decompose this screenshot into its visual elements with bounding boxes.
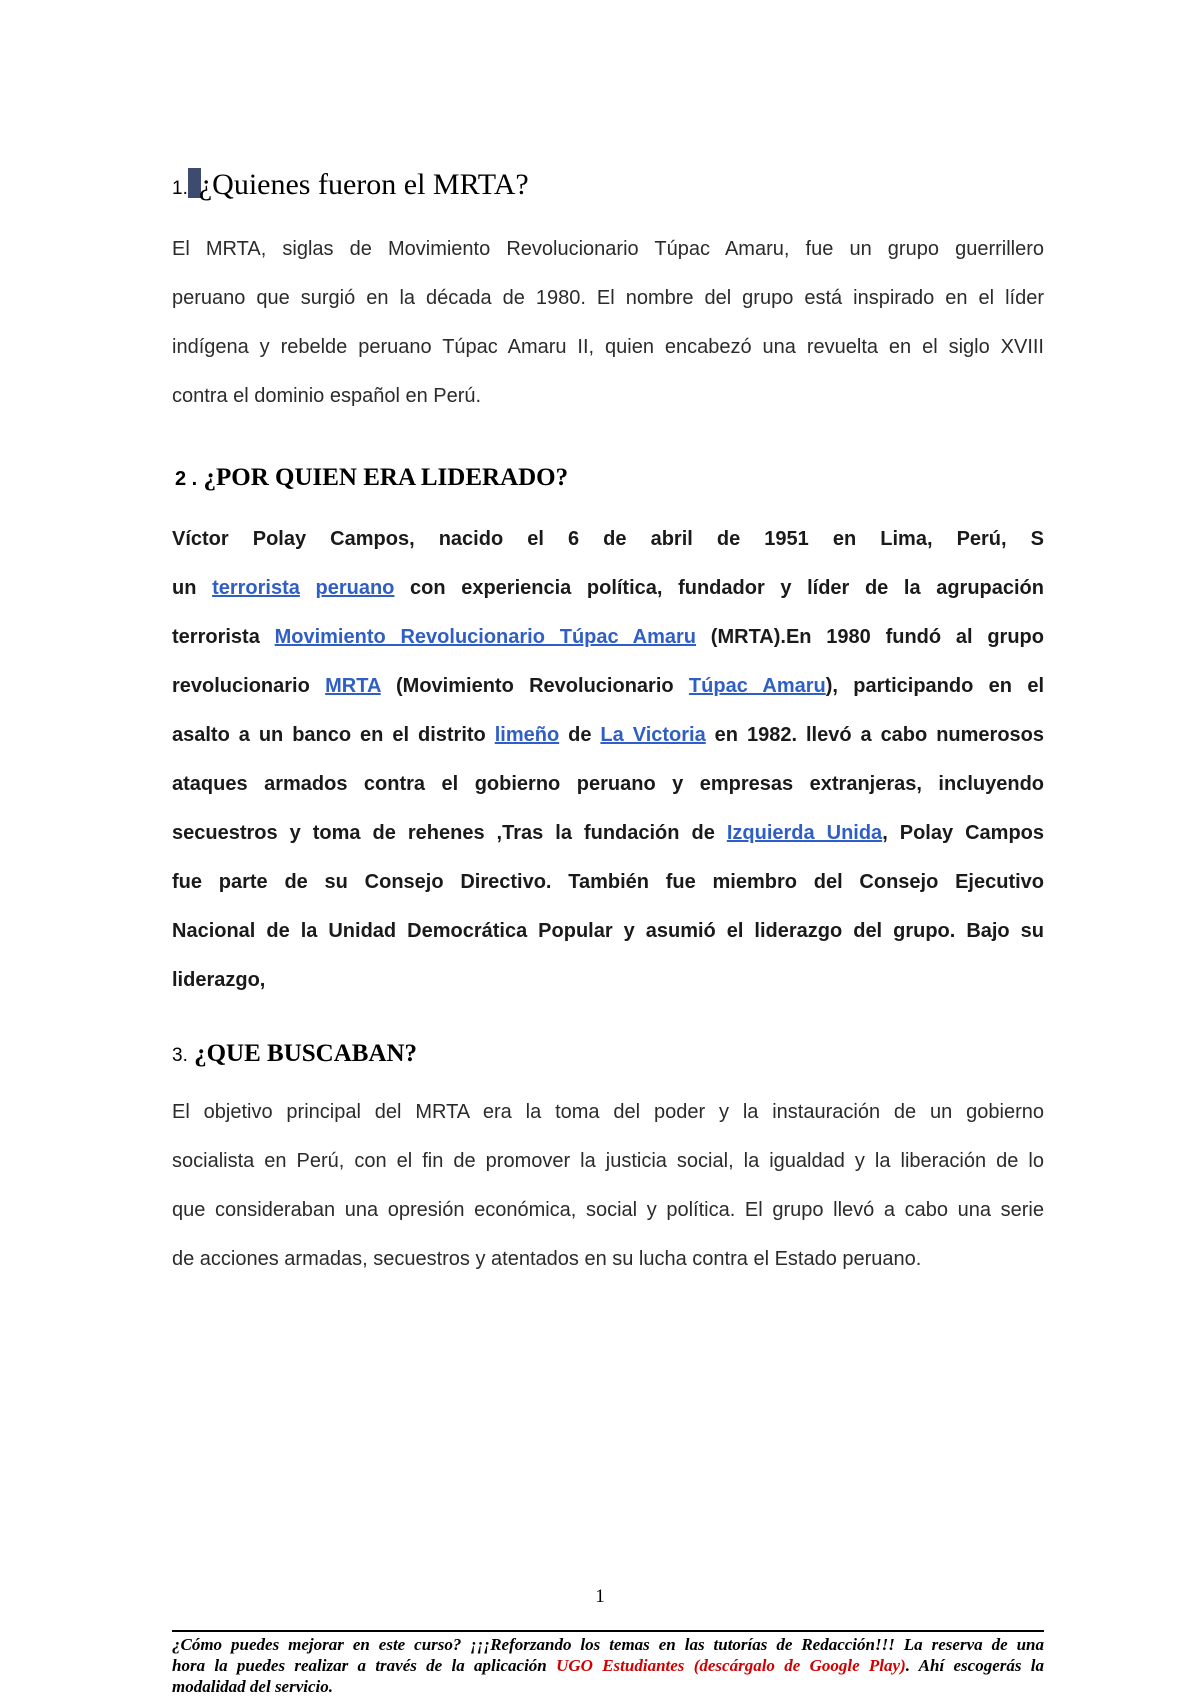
text-run: . Ahí escogerás la xyxy=(905,1656,1045,1675)
text-run: ), participando en el xyxy=(825,675,1044,697)
text-run: con experiencia política, fundador y líder de la agrupación xyxy=(394,577,1044,599)
paragraph-line xyxy=(172,613,1044,662)
link-movimiento-revolucionario[interactable]: Movimiento Revolucionario Túpac Amaru xyxy=(274,626,697,648)
text-run: liderazgo, xyxy=(172,969,266,991)
text-run: secuestros y toma de rehenes ,Tras la fundación de xyxy=(172,822,727,844)
paragraph-line xyxy=(172,564,1044,613)
section-3-title: ¿QUE BUSCABAN? xyxy=(194,1040,418,1067)
text-run: ataques armados contra el gobierno peruano y empresas extranjeras, incluyendo xyxy=(172,773,1044,795)
text-run: Nacional de la Unidad Democrática Popular y asumió el liderazgo del grupo. Bajo su xyxy=(172,920,1044,942)
text-run: hora la puedes realizar a través de la aplicación xyxy=(172,1656,557,1675)
link-mrta[interactable]: MRTA xyxy=(325,675,381,697)
section-2-title: ¿POR QUIEN ERA LIDERADO? xyxy=(203,464,569,491)
footer-line: ¿Cómo puedes mejorar en este curso? ¡¡¡Reforzando los temas en las tutorías de Redacción!!! La reserva de una xyxy=(172,1635,1044,1654)
text-run xyxy=(300,577,316,599)
paragraph-line: contra el dominio español en Perú. xyxy=(172,385,482,407)
paragraph-line: El objetivo principal del MRTA era la toma del poder y la instauración de un gobierno xyxy=(172,1101,1044,1123)
section-1-paragraph xyxy=(172,225,1044,421)
paragraph-line: de acciones armadas, secuestros y atentados en su lucha contra el Estado peruano. xyxy=(172,1248,922,1270)
paragraph-line xyxy=(172,858,1044,907)
section-3-paragraph xyxy=(172,1088,1044,1284)
section-3-heading xyxy=(172,1040,417,1068)
text-run: asalto a un banco en el distrito xyxy=(172,724,495,746)
paragraph-line xyxy=(172,515,1044,564)
paragraph-line: indígena y rebelde peruano Túpac Amaru II, quien encabezó una revuelta en el siglo XVIII xyxy=(172,336,1044,358)
link-limeno[interactable]: limeño xyxy=(494,724,560,746)
paragraph-line xyxy=(172,662,1044,711)
footer-divider xyxy=(172,1630,1044,1632)
paragraph-line: El MRTA, siglas de Movimiento Revolucionario Túpac Amaru, fue un grupo guerrillero xyxy=(172,238,1044,260)
text-run: (MRTA).En 1980 fundó al grupo xyxy=(696,626,1044,648)
paragraph-line xyxy=(172,809,1044,858)
section-3-number: 3. xyxy=(172,1045,188,1066)
section-2-heading xyxy=(175,464,568,492)
paragraph-line xyxy=(172,711,1044,760)
paragraph-line: socialista en Perú, con el fin de promover la justicia social, la igualdad y la liberación de lo xyxy=(172,1150,1044,1172)
paragraph-line xyxy=(172,760,1044,809)
link-tupac-amaru[interactable]: Túpac Amaru xyxy=(688,675,826,697)
text-run: un xyxy=(172,577,213,599)
text-run: , Polay Campos xyxy=(882,822,1045,844)
footer-line: modalidad del servicio. xyxy=(172,1677,334,1696)
section-2-number: 2 . xyxy=(175,468,198,490)
paragraph-line xyxy=(172,956,1044,1005)
paragraph-line: peruano que surgió en la década de 1980. El nombre del grupo está inspirado en el líder xyxy=(172,287,1044,309)
text-run: (Movimiento Revolucionario xyxy=(380,675,689,697)
text-run: terrorista xyxy=(172,626,275,648)
section-2-paragraph xyxy=(172,515,1044,1005)
footer-line xyxy=(172,1655,1044,1676)
page-number: 1 xyxy=(595,1586,605,1607)
footer-app-highlight: UGO Estudiantes (descárgalo de Google Play) xyxy=(556,1656,906,1675)
footer-note xyxy=(172,1634,1044,1697)
text-run: fue parte de su Consejo Directivo. También fue miembro del Consejo Ejecutivo xyxy=(172,871,1044,893)
section-1-title: ¿Quienes fueron el MRTA? xyxy=(198,168,529,201)
link-terrorista[interactable]: terrorista xyxy=(212,577,300,599)
text-run: de xyxy=(559,724,601,746)
paragraph-line: que consideraban una opresión económica, social y política. El grupo llevó a cabo una serie xyxy=(172,1199,1044,1221)
section-1-number: 1. xyxy=(172,178,188,199)
section-1-heading xyxy=(172,168,529,202)
paragraph-line xyxy=(172,907,1044,956)
link-peruano[interactable]: peruano xyxy=(315,577,395,599)
text-run: Víctor Polay Campos, nacido el 6 de abril de 1951 en Lima, Perú, S xyxy=(172,528,1044,550)
text-run: revolucionario xyxy=(172,675,326,697)
text-run: en 1982. llevó a cabo numerosos xyxy=(705,724,1044,746)
link-izquierda-unida[interactable]: Izquierda Unida xyxy=(726,822,883,844)
link-la-victoria[interactable]: La Victoria xyxy=(600,724,706,746)
